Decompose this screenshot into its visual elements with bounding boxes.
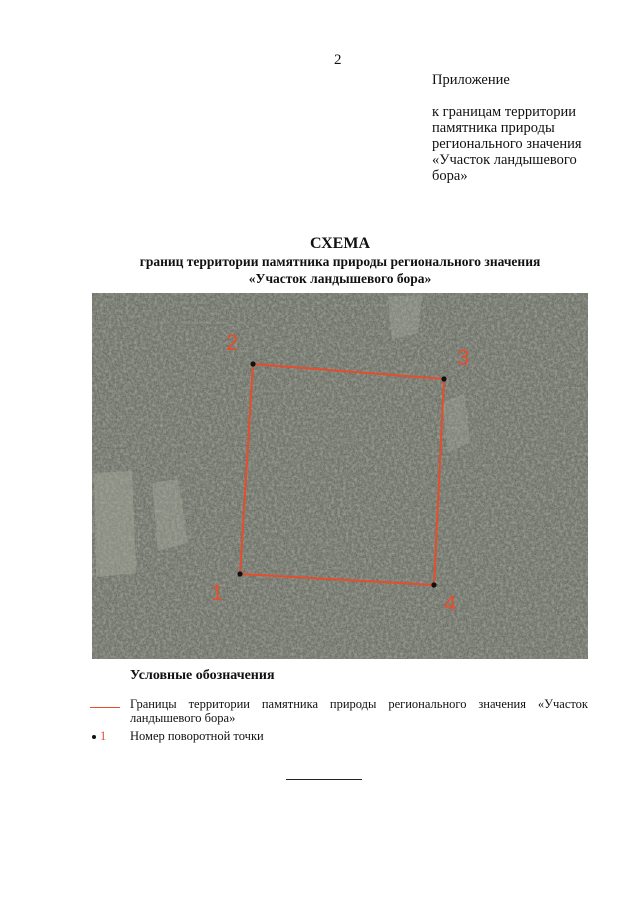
map-svg bbox=[92, 293, 588, 659]
legend-boundary-text: Границы территории памятника природы регионального значения «Участок ландышевого бора» bbox=[130, 697, 588, 725]
satellite-map bbox=[92, 293, 588, 659]
legend-point-number: 1 bbox=[100, 729, 107, 743]
legend-point-text: Номер поворотной точки bbox=[130, 729, 264, 743]
legend-title: Условные обозначения bbox=[130, 668, 275, 683]
point-label-4: 4 bbox=[444, 591, 457, 616]
clearing-top bbox=[388, 295, 422, 339]
turning-point-4 bbox=[431, 582, 436, 587]
legend-point-dot bbox=[92, 735, 96, 739]
scheme-heading bbox=[0, 235, 640, 287]
turning-point-1 bbox=[237, 571, 242, 576]
point-label-2: 2 bbox=[226, 330, 239, 355]
forest-dark-texture bbox=[92, 293, 588, 659]
bottom-divider bbox=[286, 779, 362, 780]
point-label-3: 3 bbox=[457, 345, 470, 370]
clearing-left bbox=[94, 471, 136, 577]
appendix-block bbox=[432, 72, 612, 184]
scheme-subtitle-line1: границ территории памятника природы регионального значения bbox=[139, 254, 541, 269]
appendix-subtitle: к границам территории памятника природы регионального значения «Участок ландышевого бора» bbox=[432, 104, 582, 184]
scheme-title: СХЕМА bbox=[309, 235, 371, 252]
page-number: 2 bbox=[334, 52, 342, 68]
turning-point-2 bbox=[250, 361, 255, 366]
scheme-subtitle-line2: «Участок ландышевого бора» bbox=[248, 271, 432, 286]
point-label-1: 1 bbox=[211, 580, 224, 605]
appendix-title: Приложение bbox=[432, 72, 510, 88]
turning-point-3 bbox=[441, 376, 446, 381]
legend-boundary-line bbox=[90, 707, 120, 708]
